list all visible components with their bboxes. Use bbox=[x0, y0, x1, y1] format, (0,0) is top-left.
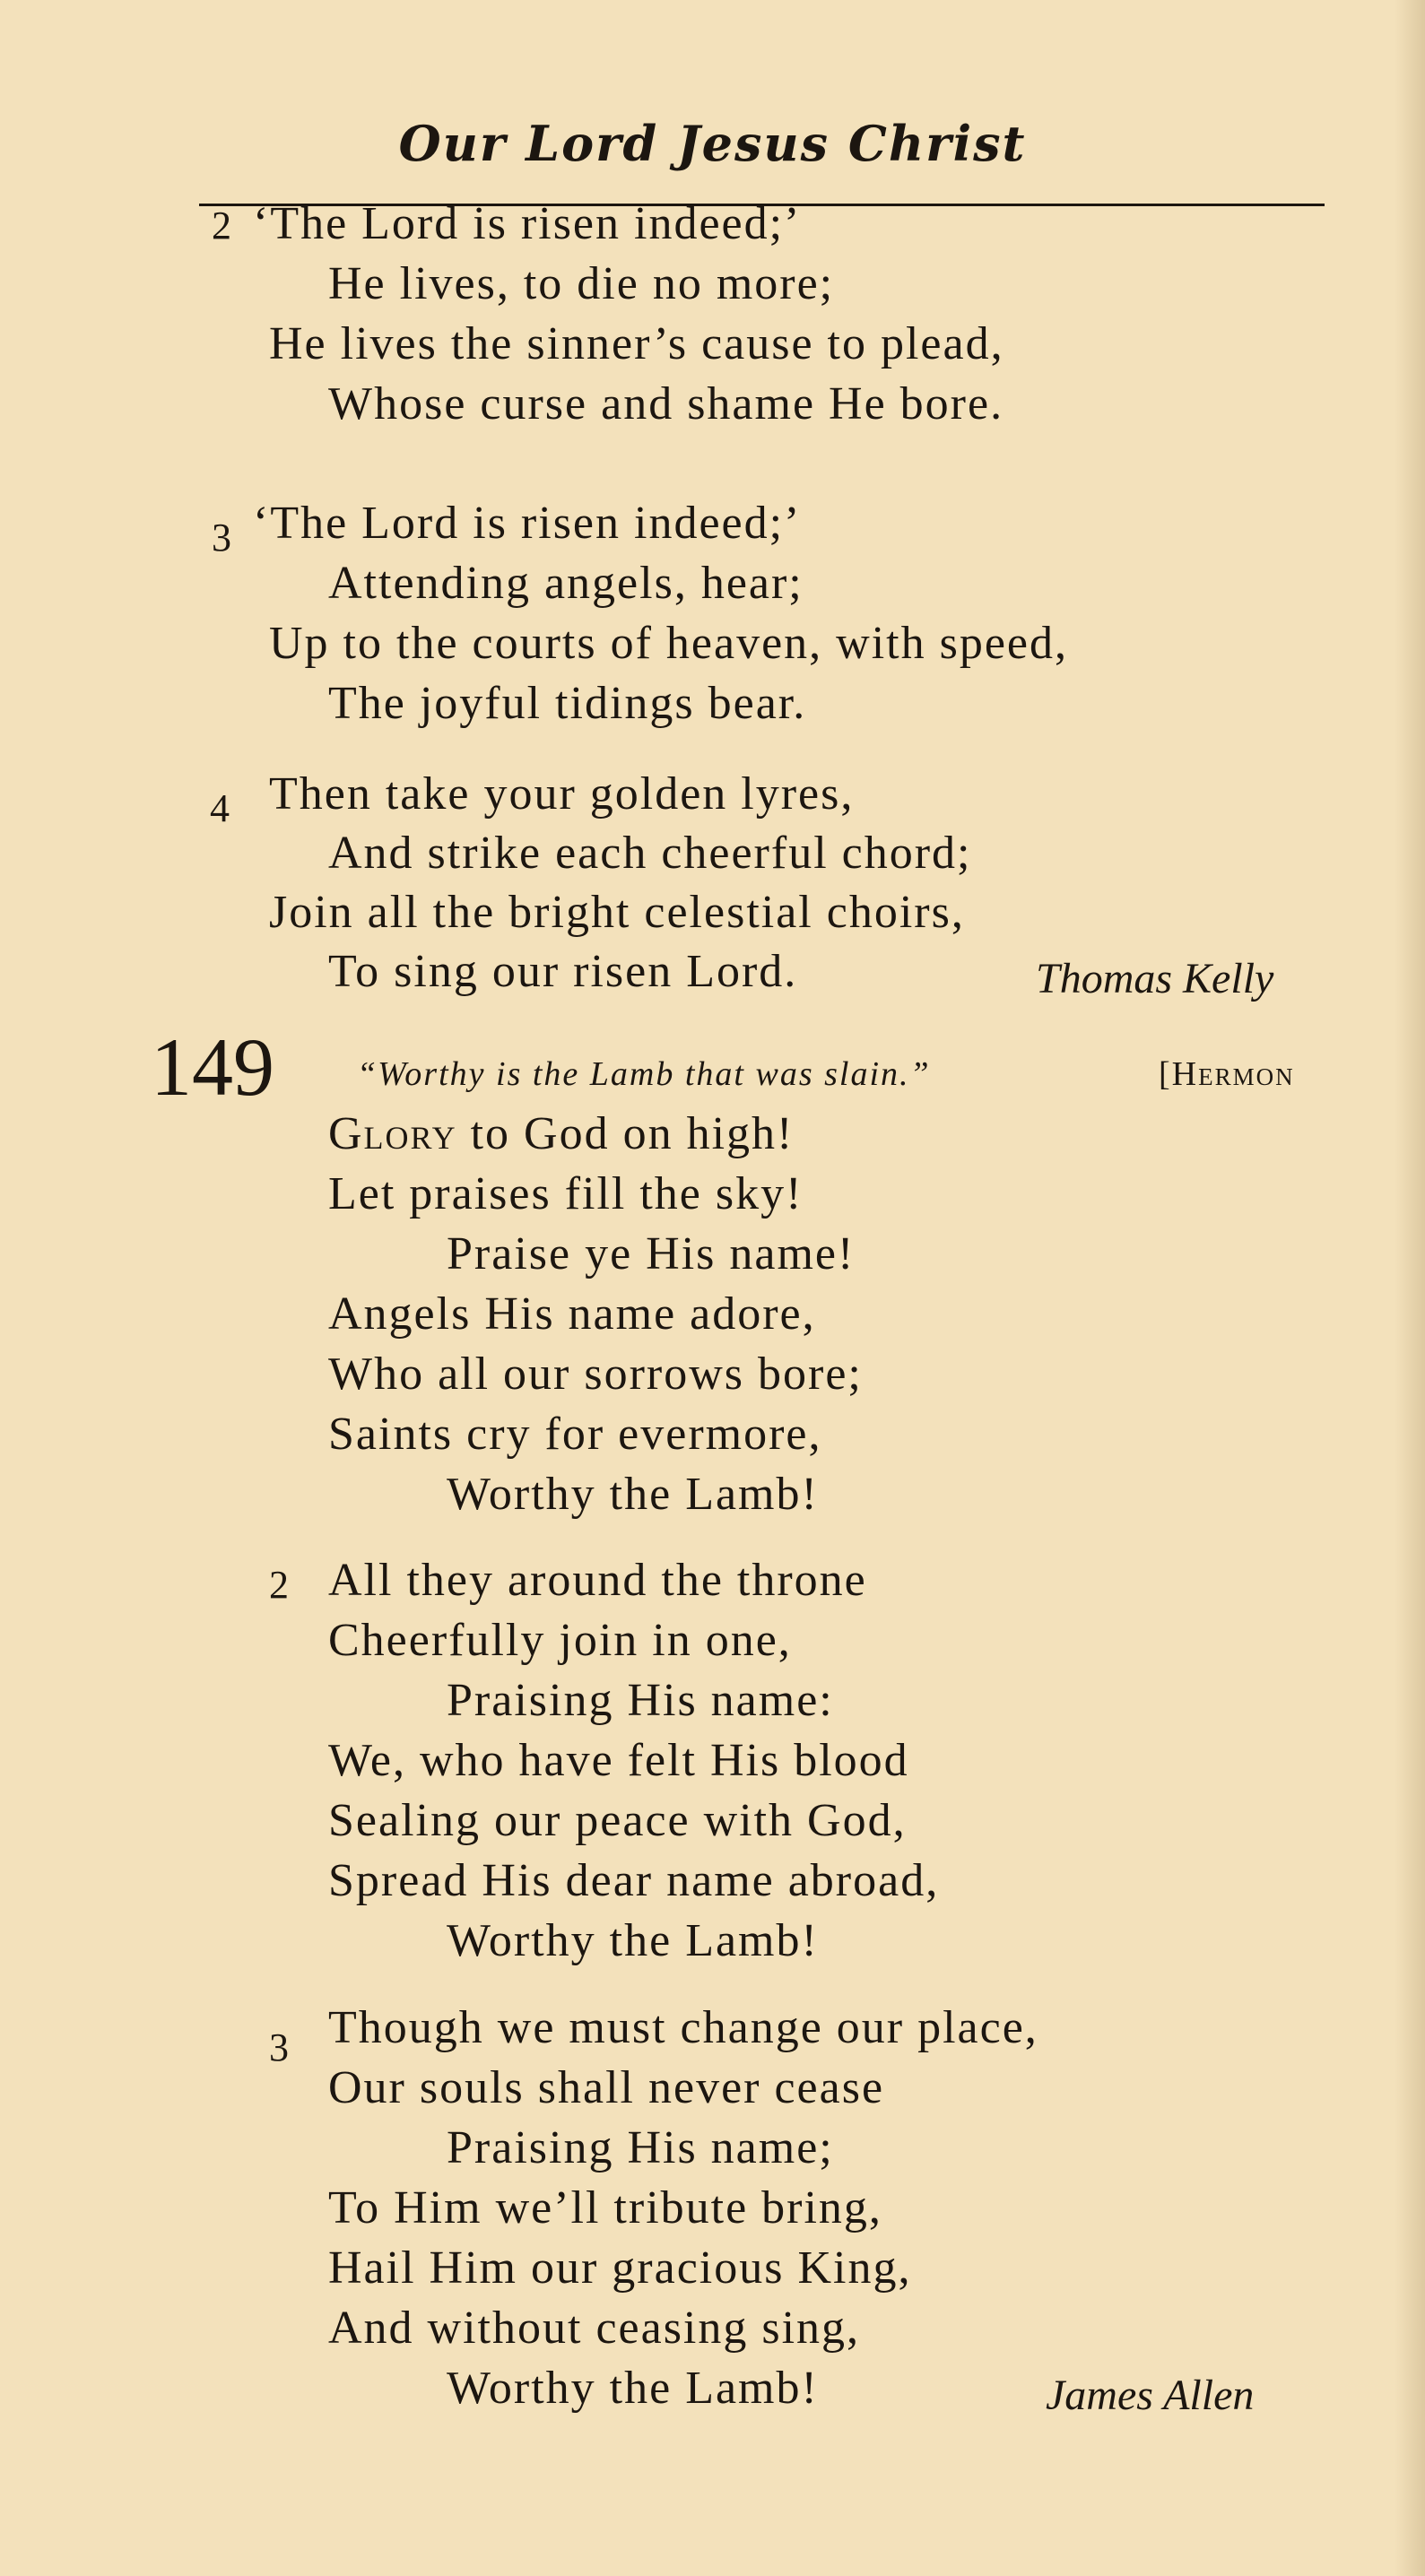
verse-line: Join all the bright celestial choirs, bbox=[269, 887, 965, 938]
verse-number: 3 bbox=[269, 2025, 291, 2069]
verse-line: Our souls shall never cease bbox=[328, 2062, 885, 2113]
verse-line: ‘The Lord is risen indeed;’ bbox=[253, 498, 802, 549]
verse-line: Sealing our peace with God, bbox=[328, 1795, 907, 1846]
author-attribution: James Allen bbox=[1046, 2372, 1255, 2419]
verse-line: Attending angels, hear; bbox=[328, 558, 804, 609]
verse-line: Though we must change our place, bbox=[328, 2002, 1038, 2053]
verse-line: To sing our risen Lord. bbox=[328, 946, 798, 997]
verse-line: Who all our sorrows bore; bbox=[328, 1349, 863, 1400]
first-word: Glory bbox=[328, 1108, 457, 1159]
verse-line: Praising His name: bbox=[447, 1675, 834, 1726]
verse-number: 3 bbox=[212, 516, 233, 559]
verse-line: Cheerfully join in one, bbox=[328, 1615, 792, 1666]
verse-line: Then take your golden lyres, bbox=[269, 768, 855, 820]
running-head: Our Lord Jesus Christ bbox=[398, 115, 1027, 172]
verse-line: Let praises fill the sky! bbox=[328, 1168, 804, 1219]
hymn-number: 149 bbox=[151, 1021, 274, 1113]
verse-line-rest: to God on high! bbox=[470, 1108, 795, 1159]
verse-line bbox=[328, 1107, 794, 1161]
verse-line: Saints cry for evermore, bbox=[328, 1409, 822, 1460]
verse-line: Praise ye His name! bbox=[447, 1228, 856, 1279]
verse-line: Spread His dear name abroad, bbox=[328, 1855, 940, 1906]
verse-line: He lives, to die no more; bbox=[328, 258, 835, 309]
verse-line: Praising His name; bbox=[447, 2122, 834, 2173]
verse-number: 2 bbox=[269, 1563, 291, 1607]
verse-line: He lives the sinner’s cause to plead, bbox=[269, 318, 1004, 369]
verse-line: Whose curse and shame He bore. bbox=[328, 378, 1004, 429]
verse-line: ‘The Lord is risen indeed;’ bbox=[253, 198, 802, 249]
verse-line: The joyful tidings bear. bbox=[328, 678, 807, 729]
verse-line: Hail Him our gracious King, bbox=[328, 2242, 912, 2294]
verse-line: All they around the throne bbox=[328, 1555, 867, 1606]
tune-name: [Hermon bbox=[1159, 1055, 1295, 1093]
author-attribution: Thomas Kelly bbox=[1036, 955, 1274, 1002]
verse-number: 4 bbox=[210, 786, 231, 830]
verse-line: Worthy the Lamb! bbox=[447, 2363, 819, 2414]
verse-line: And without ceasing sing, bbox=[328, 2303, 861, 2354]
verse-line: We, who have felt His blood bbox=[328, 1735, 909, 1786]
verse-line: And strike each cheerful chord; bbox=[328, 828, 972, 879]
verse-line: Worthy the Lamb! bbox=[447, 1915, 819, 1966]
verse-number: 2 bbox=[212, 204, 233, 247]
verse-line: Angels His name adore, bbox=[328, 1288, 816, 1340]
hymn-motto: “Worthy is the Lamb that was slain.” bbox=[357, 1055, 931, 1093]
verse-line: Worthy the Lamb! bbox=[447, 1469, 819, 1520]
verse-line: To Him we’ll tribute bring, bbox=[328, 2182, 882, 2233]
verse-line: Up to the courts of heaven, with speed, bbox=[269, 618, 1069, 669]
page-edge bbox=[1395, 0, 1425, 2576]
